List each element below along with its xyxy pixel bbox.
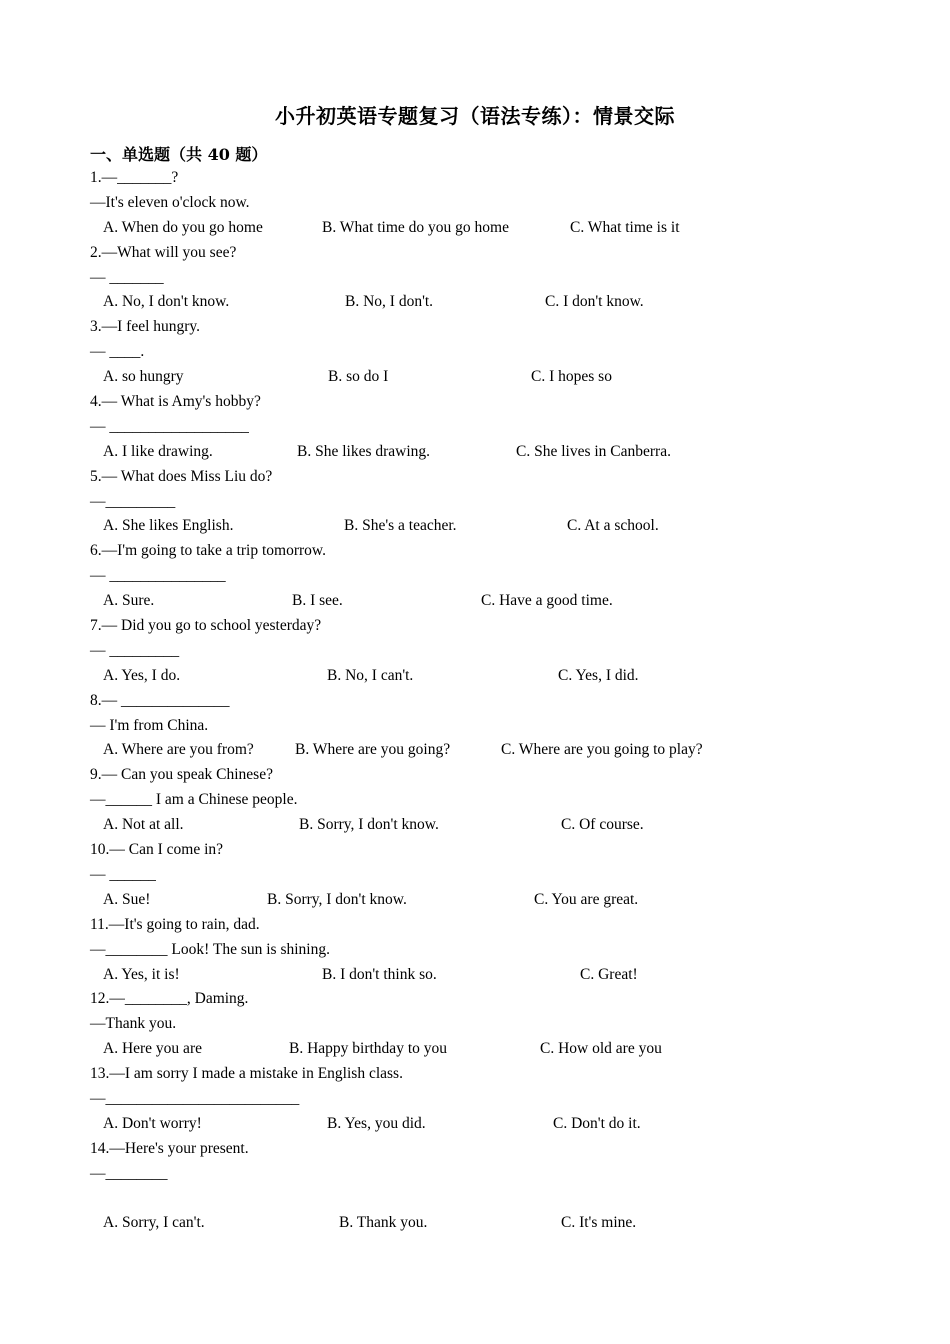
question-item bbox=[90, 465, 890, 540]
option-c: C. Yes, I did. bbox=[558, 666, 639, 684]
question-response: —_________________________ bbox=[90, 1089, 300, 1107]
question-response: —It's eleven o'clock now. bbox=[90, 193, 250, 211]
question-response: —________ Look! The sun is shining. bbox=[90, 940, 330, 958]
option-c: C. She lives in Canberra. bbox=[516, 442, 671, 460]
option-a: A. Not at all. bbox=[103, 816, 184, 834]
question-prompt: 3.—I feel hungry. bbox=[90, 318, 201, 336]
option-b: B. She likes drawing. bbox=[297, 442, 431, 460]
question-prompt: 11.—It's going to rain, dad. bbox=[90, 915, 260, 933]
option-b: B. so do I bbox=[328, 368, 389, 386]
question-prompt: 4.— What is Amy's hobby? bbox=[90, 393, 261, 411]
question-response: — __________________ bbox=[90, 417, 249, 435]
answer-options bbox=[90, 589, 890, 614]
question-response: — ______ bbox=[90, 865, 156, 883]
option-b: B. Thank you. bbox=[339, 1214, 428, 1232]
question-response: — _________ bbox=[90, 641, 180, 659]
option-c: C. Have a good time. bbox=[481, 592, 613, 610]
question-prompt: 8.— ______________ bbox=[90, 691, 230, 709]
question-response: — ____. bbox=[90, 343, 145, 361]
option-b: B. Yes, you did. bbox=[327, 1114, 426, 1132]
question-item bbox=[90, 1062, 890, 1137]
option-c: C. I hopes so bbox=[531, 368, 612, 386]
answer-options bbox=[90, 813, 890, 838]
option-b: B. Sorry, I don't know. bbox=[267, 890, 407, 908]
answer-options bbox=[90, 888, 890, 913]
question-response: —Thank you. bbox=[90, 1015, 177, 1033]
page-title: 小升初英语专题复习（语法专练）：情景交际 bbox=[275, 104, 675, 128]
question-item bbox=[90, 315, 890, 390]
option-c: C. I don't know. bbox=[545, 293, 644, 311]
option-b: B. No, I can't. bbox=[327, 666, 414, 684]
question-prompt: 5.— What does Miss Liu do? bbox=[90, 467, 273, 485]
option-b: B. Sorry, I don't know. bbox=[299, 816, 439, 834]
answer-options bbox=[90, 963, 890, 988]
question-response: —_________ bbox=[90, 492, 176, 510]
option-a: A. Sure. bbox=[103, 592, 155, 610]
answer-options bbox=[90, 664, 890, 689]
section-heading: 一、单选题（共 40 题） bbox=[90, 145, 268, 164]
answer-options bbox=[90, 365, 890, 390]
option-c: C. Where are you going to play? bbox=[501, 741, 703, 759]
question-response: —______ I am a Chinese people. bbox=[90, 791, 298, 809]
question-item bbox=[90, 539, 890, 614]
question-prompt: 12.—________, Daming. bbox=[90, 990, 249, 1008]
question-item bbox=[90, 166, 890, 241]
answer-options bbox=[90, 1037, 890, 1062]
option-a: A. I like drawing. bbox=[103, 442, 213, 460]
option-a: A. Yes, I do. bbox=[103, 666, 181, 684]
question-item bbox=[90, 763, 890, 838]
option-b: B. Happy birthday to you bbox=[289, 1040, 447, 1058]
question-response: — I'm from China. bbox=[90, 716, 209, 734]
question-prompt: 9.— Can you speak Chinese? bbox=[90, 766, 273, 784]
answer-options bbox=[90, 514, 890, 539]
option-a: A. Sue! bbox=[103, 890, 151, 908]
option-a: A. so hungry bbox=[103, 368, 184, 386]
question-prompt: 6.—I'm going to take a trip tomorrow. bbox=[90, 542, 326, 560]
option-b: B. I see. bbox=[292, 592, 343, 610]
option-b: B. She's a teacher. bbox=[344, 517, 457, 535]
question-item bbox=[90, 614, 890, 689]
option-a: A. Yes, it is! bbox=[103, 965, 180, 983]
question-prompt: 7.— Did you go to school yesterday? bbox=[90, 617, 322, 635]
question-response bbox=[90, 1187, 890, 1212]
option-c: C. Great! bbox=[580, 965, 638, 983]
question-prompt: 14.—Here's your present. bbox=[90, 1139, 249, 1157]
question-item bbox=[90, 1137, 890, 1237]
question-item bbox=[90, 390, 890, 465]
question-list bbox=[90, 166, 890, 1236]
question-item bbox=[90, 913, 890, 988]
answer-options bbox=[90, 290, 890, 315]
option-c: C. What time is it bbox=[570, 218, 680, 236]
option-b: B. I don't think so. bbox=[322, 965, 437, 983]
answer-options bbox=[90, 738, 890, 763]
question-item bbox=[90, 987, 890, 1062]
option-c: C. At a school. bbox=[567, 517, 659, 535]
question-item bbox=[90, 689, 890, 764]
question-item bbox=[90, 241, 890, 316]
question-response: — _______________ bbox=[90, 567, 226, 585]
option-c: C. Of course. bbox=[561, 816, 644, 834]
option-b: B. No, I don't. bbox=[345, 293, 434, 311]
option-c: C. Don't do it. bbox=[553, 1114, 641, 1132]
option-a: A. Don't worry! bbox=[103, 1114, 202, 1132]
option-a: A. She likes English. bbox=[103, 517, 234, 535]
answer-options bbox=[90, 440, 890, 465]
answer-options bbox=[90, 216, 890, 241]
option-b: B. Where are you going? bbox=[295, 741, 451, 759]
question-response: — _______ bbox=[90, 268, 164, 286]
question-prompt: 10.— Can I come in? bbox=[90, 841, 224, 859]
question-prompt: 1.—_______? bbox=[90, 169, 179, 186]
question-item bbox=[90, 838, 890, 913]
answer-options bbox=[90, 1112, 890, 1137]
option-a: A. Here you are bbox=[103, 1040, 202, 1058]
option-a: A. Where are you from? bbox=[103, 741, 254, 759]
option-c: C. It's mine. bbox=[561, 1214, 637, 1232]
option-a: A. No, I don't know. bbox=[103, 293, 230, 311]
question-prompt: 13.—I am sorry I made a mistake in English class. bbox=[90, 1065, 403, 1083]
option-a: A. When do you go home bbox=[103, 218, 263, 236]
option-b: B. What time do you go home bbox=[322, 218, 509, 236]
option-c: C. You are great. bbox=[534, 890, 639, 908]
option-c: C. How old are you bbox=[540, 1040, 662, 1058]
option-a: A. Sorry, I can't. bbox=[103, 1214, 205, 1232]
question-prompt: 2.—What will you see? bbox=[90, 243, 237, 261]
answer-options bbox=[90, 1211, 890, 1236]
question-response: —________ bbox=[90, 1164, 168, 1182]
